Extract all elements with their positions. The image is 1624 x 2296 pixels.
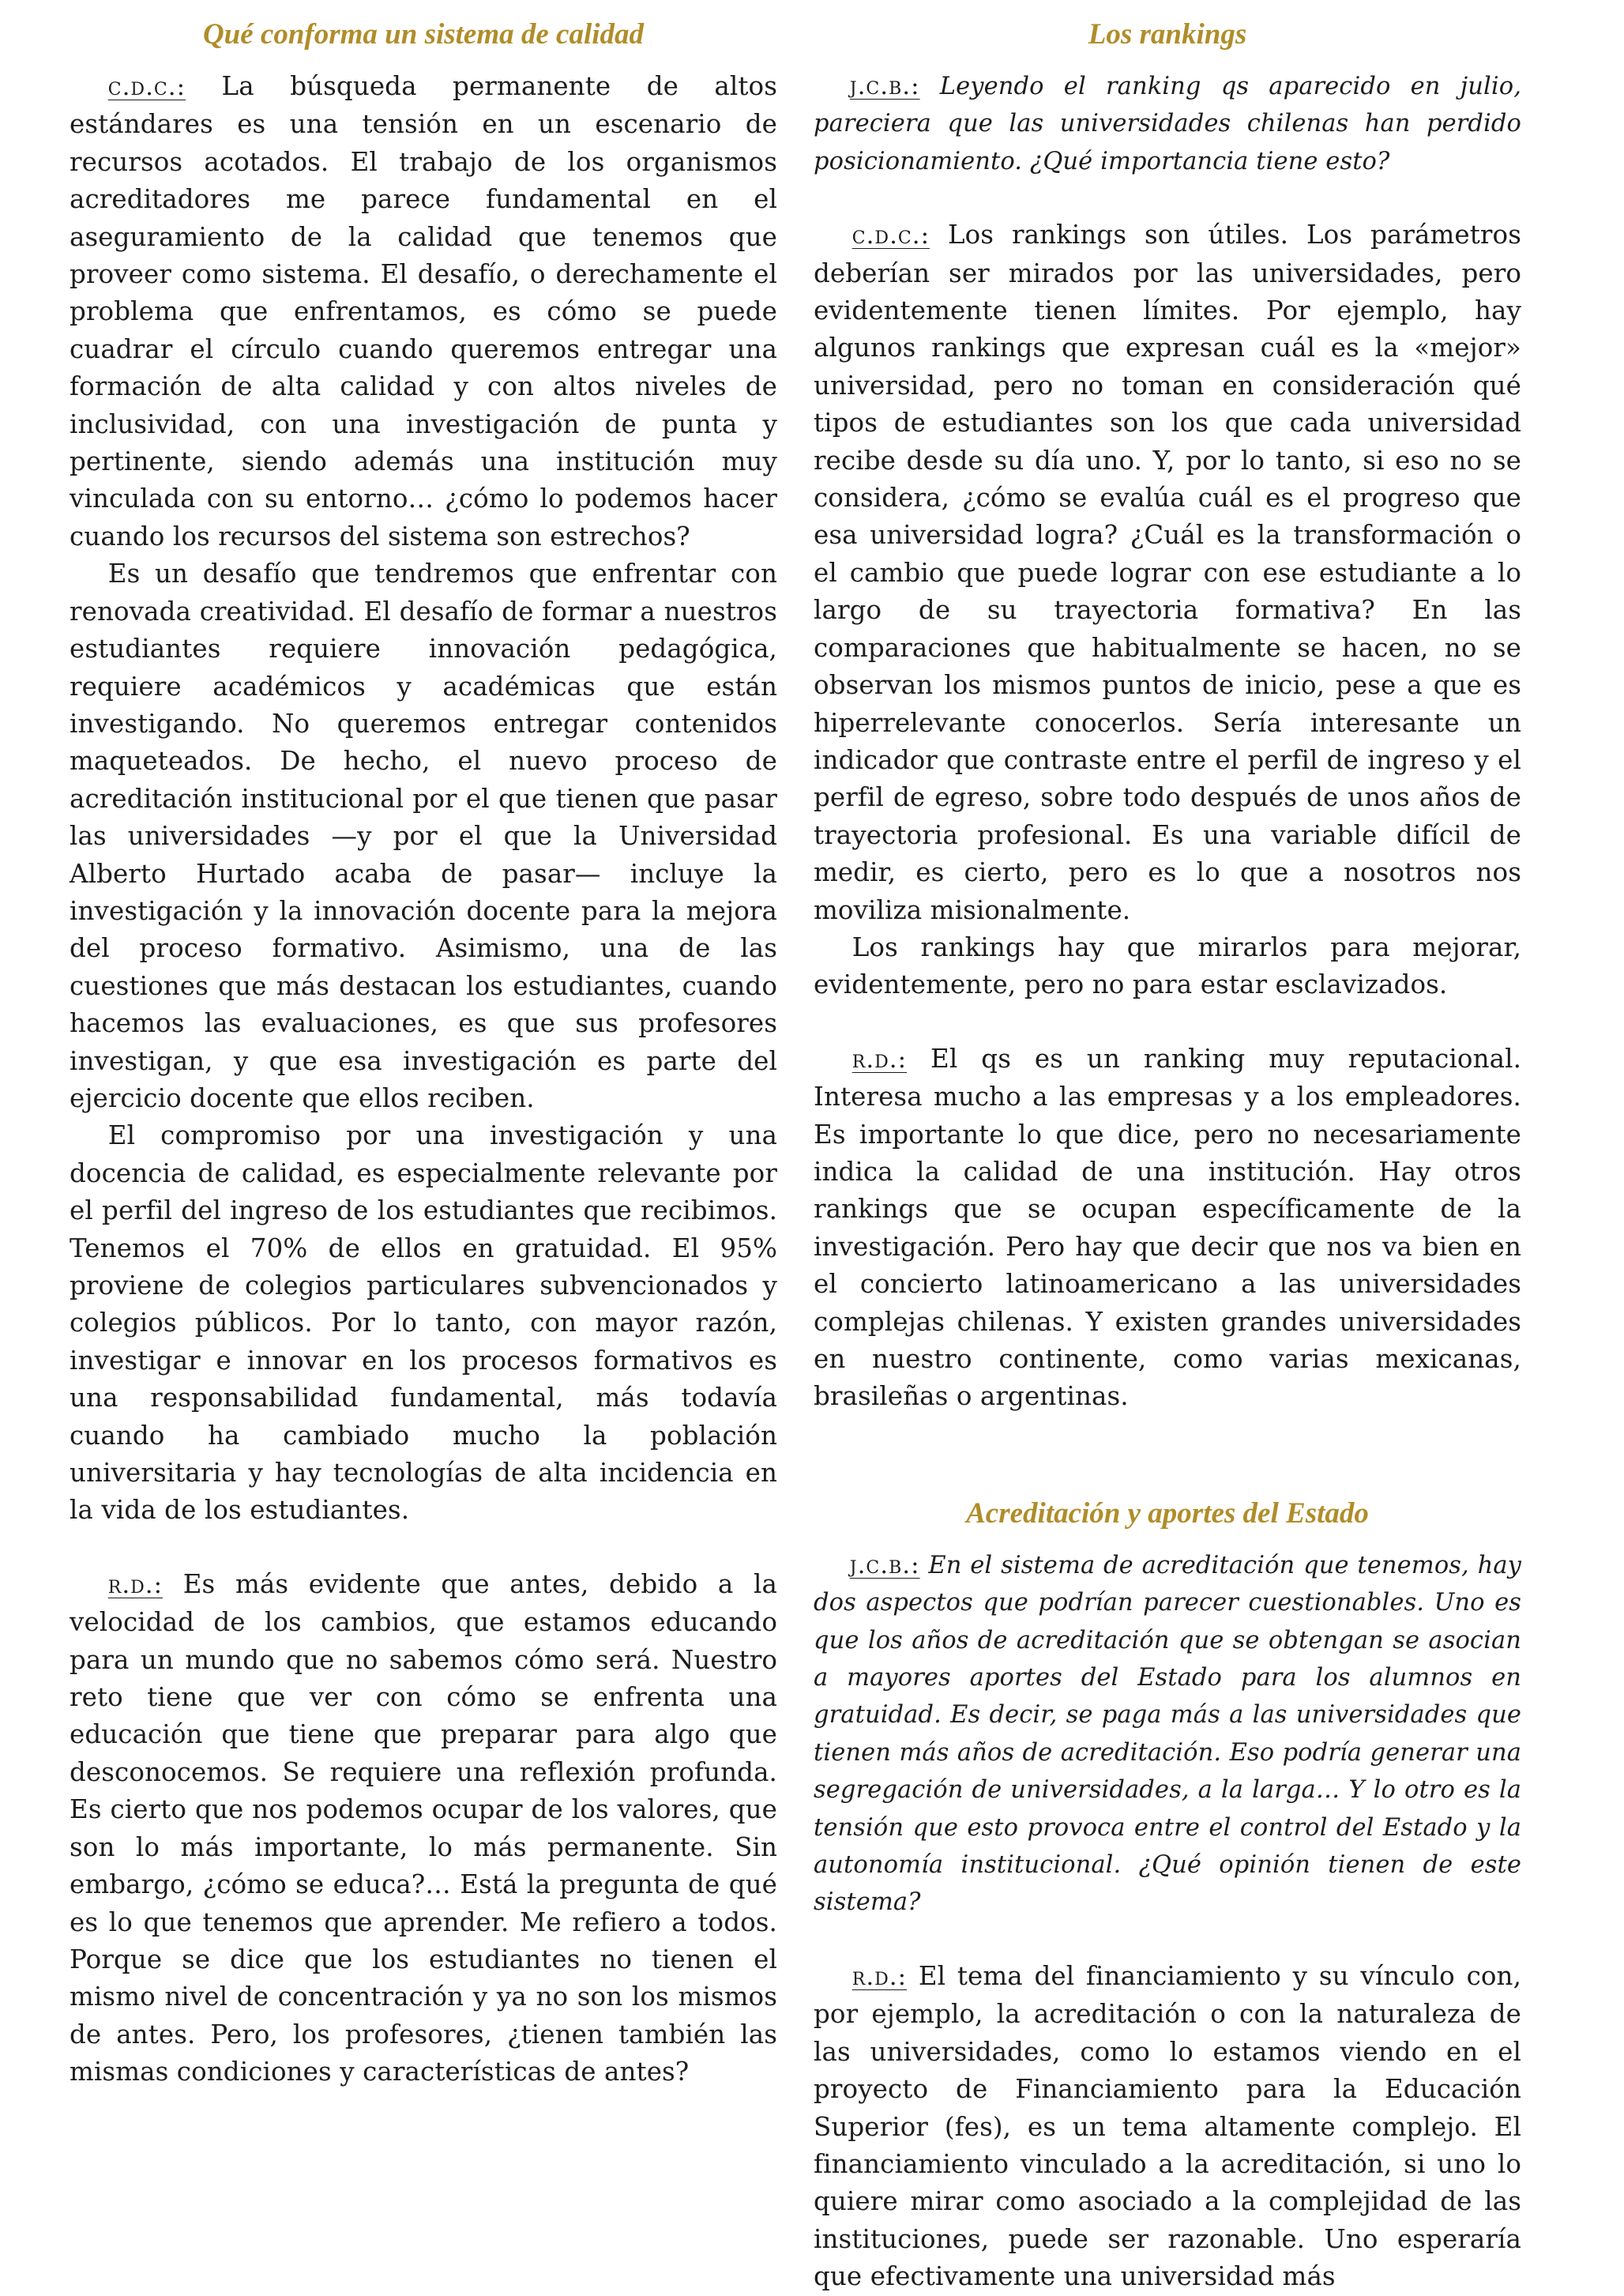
paragraph: Los rankings hay que mirarlos para mejorar, evidentemente, pero no para estar esclavizados. [814,932,1521,1000]
speaker-label: r.d.: [107,1570,164,1599]
left-column [70,0,777,2091]
section-heading-acreditacion: Acreditación y aportes del Estado [966,1496,1369,1530]
paragraph: r.d.: El qs es un ranking muy reputacional. Interesa mucho a las empresas y a los empleadores. Es importante lo que dice, pero no necesariamente indica la calidad de una institución. Hay otros rankings que se ocupan específicamente de la investigación. Pero hay que decir que nos va bien en el concierto latinoamericano a las universidades complejas chilenas. Y existen grandes universidades en nuestro continente, como varias mexicanas, brasileñas o argentinas. [814,1043,1521,1412]
answer-cdc-rankings [814,216,1521,1004]
speaker-label: r.d.: [851,1962,908,1991]
paragraph: c.d.c.: La búsqueda permanente de altos estándares es una tensión en un escenario de recursos acotados. El trabajo de los organismos acreditadores me parece fundamental en el aseguramiento de la calidad que tenemos que proveer como sistema. El desafío, o derechamente el problema que enfrentamos, es cómo se puede cuadrar el círculo cuando queremos entregar una formación de alta calidad y con altos niveles de inclusividad, con una investigación de punta y pertinente, siendo además una institución muy vinculada con su entorno… ¿cómo lo podemos hacer cuando los recursos del sistema son estrechos? [70,71,777,551]
question-jcb-rankings [814,68,1521,180]
speaker-label: j.c.b.: [849,1550,920,1579]
speaker-label: c.d.c.: [851,221,930,250]
section-heading-calidad: Qué conforma un sistema de calidad [202,18,645,51]
paragraph: r.d.: El tema del financiamiento y su vínculo con, por ejemplo, la acreditación o con la naturaleza de las universidades, como lo estamos viendo en el proyecto de Financiamiento para la Educación Superior (fes), es un tema altamente complejo. El financiamiento vinculado a la acreditación, si uno lo quiere mirar como asociado a la complejidad de las instituciones, puede ser razonable. Uno esperaría que efectivamente una universidad más [814,1960,1521,2292]
paragraph: c.d.c.: Los rankings son útiles. Los parámetros deberían ser mirados por las universidades, pero evidentemente tienen límites. Por ejemplo, hay algunos rankings que expresan cuál es la «mejor» universidad, pero no toman en consideración qué tipos de estudiantes son los que cada universidad recibe desde su día uno. Y, por lo tanto, si eso no se considera, ¿cómo se evalúa cuál es el progreso que esa universidad logra? ¿Cuál es la transformación o el cambio que puede lograr con ese estudiante a lo largo de su trayectoria formativa? En las comparaciones que habitualmente se hacen, no se observan los mismos puntos de inicio, pese a que es hiperrelevante conocerlos. Sería interesante un indicador que contraste entre el perfil de ingreso y el perfil de egreso, sobre todo después de unos años de trayectoria profesional. Es una variable difícil de medir, es cierto, pero es lo que a nosotros nos moviliza misionalmente. [814,220,1521,925]
answer-cdc-calidad [70,68,777,1530]
speaker-label: r.d.: [851,1044,908,1074]
answer-rd-acreditacion [814,1958,1521,2296]
paragraph: Es un desafío que tendremos que enfrentar con renovada creatividad. El desafío de formar a nuestros estudiantes requiere innovación pedagógica, requiere académicos y académicas que están investigando. No queremos entregar contenidos maqueteados. De hecho, el nuevo proceso de acreditación institucional por el que tienen que pasar las universidades —y por el que la Universidad Alberto Hurtado acaba de pasar— incluye la investigación y la innovación docente para la mejora del proceso formativo. Asimismo, una de las cuestiones que más destacan los estudiantes, cuando hacemos las evaluaciones, es que sus profesores investigan, y que esa investigación es parte del ejercicio docente que ellos reciben. [70,559,777,1113]
answer-rd-calidad [70,1566,777,2091]
right-column [814,0,1521,2296]
speaker-label: j.c.b.: [849,72,920,100]
paragraph: j.c.b.: Leyendo el ranking qs aparecido en julio, pareciera que las universidades chilenas han perdido posicionamiento. ¿Qué importancia tiene esto? [814,72,1521,175]
section-heading-rankings: Los rankings [1088,18,1247,51]
paragraph: El compromiso por una investigación y una docencia de calidad, es especialmente relevante por el perfil del ingreso de los estudiantes que recibimos. Tenemos el 70% de ellos en gratuidad. El 95% proviene de colegios particulares subvencionados y colegios públicos. Por lo tanto, con mayor razón, investigar e innovar en los procesos formativos es una responsabilidad fundamental, más todavía cuando ha cambiado mucho la población universitaria y hay tecnologías de alta incidencia en la vida de los estudiantes. [70,1120,777,1526]
paragraph: j.c.b.: En el sistema de acreditación que tenemos, hay dos aspectos que podrían parecer cuestionables. Uno es que los años de acreditación que se obtengan se asocian a mayores aportes del Estado para los alumnos en gratuidad. Es decir, se paga más a las universidades que tienen más años de acreditación. Eso podría generar una segregación de universidades, a la larga… Y lo otro es la tensión que esto provoca entre el control del Estado y la autonomía institucional. ¿Qué opinión tienen de este sistema? [814,1550,1521,1917]
speaker-label: c.d.c.: [107,73,186,101]
paragraph: r.d.: Es más evidente que antes, debido a la velocidad de los cambios, que estamos educando para un mundo que no sabemos cómo será. Nuestro reto tiene que ver con cómo se enfrenta una educación que tiene que preparar para algo que desconocemos. Se requiere una reflexión profunda. Es cierto que nos podemos ocupar de los valores, que son lo más importante, lo más permanente. Sin embargo, ¿cómo se educa?… Está la pregunta de qué es lo que tenemos que aprender. Me refiero a todos. Porque se dice que los estudiantes no tienen el mismo nivel de concentración y ya no son los mismos de antes. Pero, los profesores, ¿tienen también las mismas condiciones y características de antes? [70,1568,777,2087]
answer-rd-rankings [814,1041,1521,1416]
question-jcb-acreditacion [814,1547,1521,1921]
